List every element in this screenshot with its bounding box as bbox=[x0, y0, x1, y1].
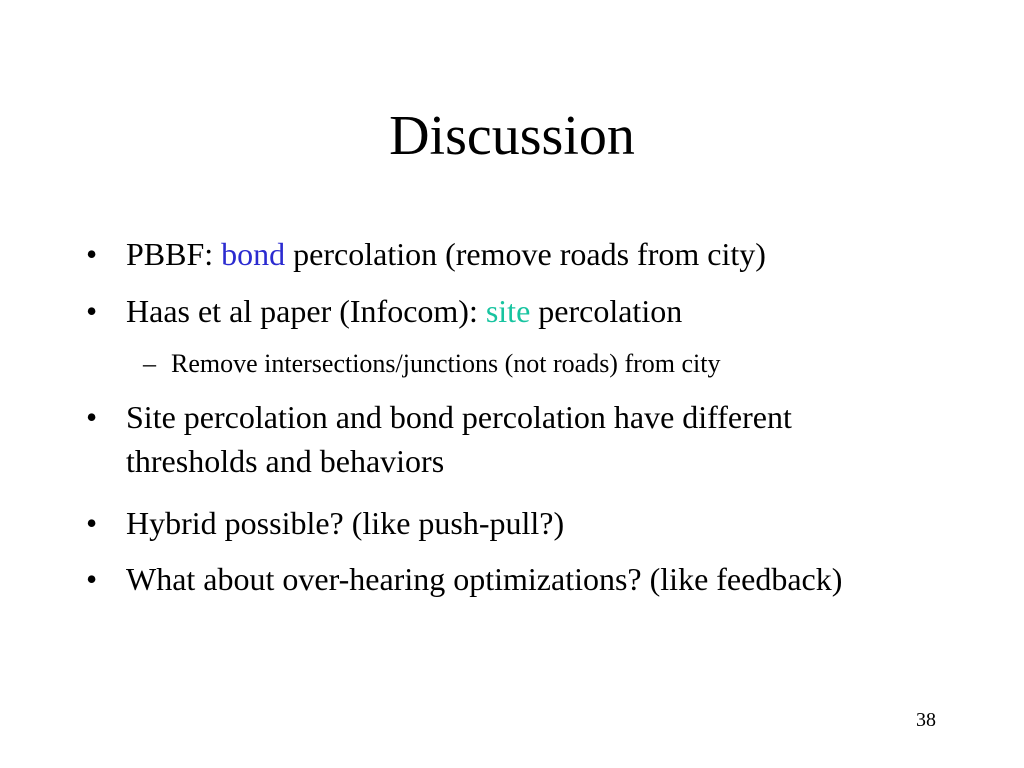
bullet-marker: • bbox=[86, 399, 98, 435]
bullet-marker: • bbox=[86, 293, 98, 329]
page-number: 38 bbox=[916, 709, 936, 731]
bullet-text-pre: Haas et al paper (Infocom): bbox=[126, 293, 486, 329]
highlight-bond: bond bbox=[221, 236, 286, 272]
bullet-text-pre: PBBF: bbox=[126, 236, 222, 272]
bullet-text-post: percolation bbox=[530, 293, 683, 329]
bullet-text: Site percolation and bond percolation have different thresholds and behaviors bbox=[126, 399, 792, 479]
sub-bullet-text: Remove intersections/junctions (not roads) from city bbox=[171, 349, 721, 378]
highlight-site: site bbox=[485, 293, 531, 329]
sub-bullet-marker: – bbox=[143, 349, 156, 378]
bullet-text: Hybrid possible? (like push-pull?) bbox=[126, 505, 565, 541]
slide-title: Discussion bbox=[389, 105, 635, 167]
bullet-text bbox=[126, 232, 986, 276]
bullet-text-post: percolation (remove roads from city) bbox=[285, 236, 766, 272]
bullet-marker: • bbox=[86, 505, 98, 541]
bullet-text bbox=[126, 289, 986, 333]
bullet-marker: • bbox=[86, 561, 98, 597]
bullet-marker: • bbox=[86, 236, 98, 272]
bullet-text: What about over-hearing optimizations? (like feedback) bbox=[126, 561, 843, 597]
